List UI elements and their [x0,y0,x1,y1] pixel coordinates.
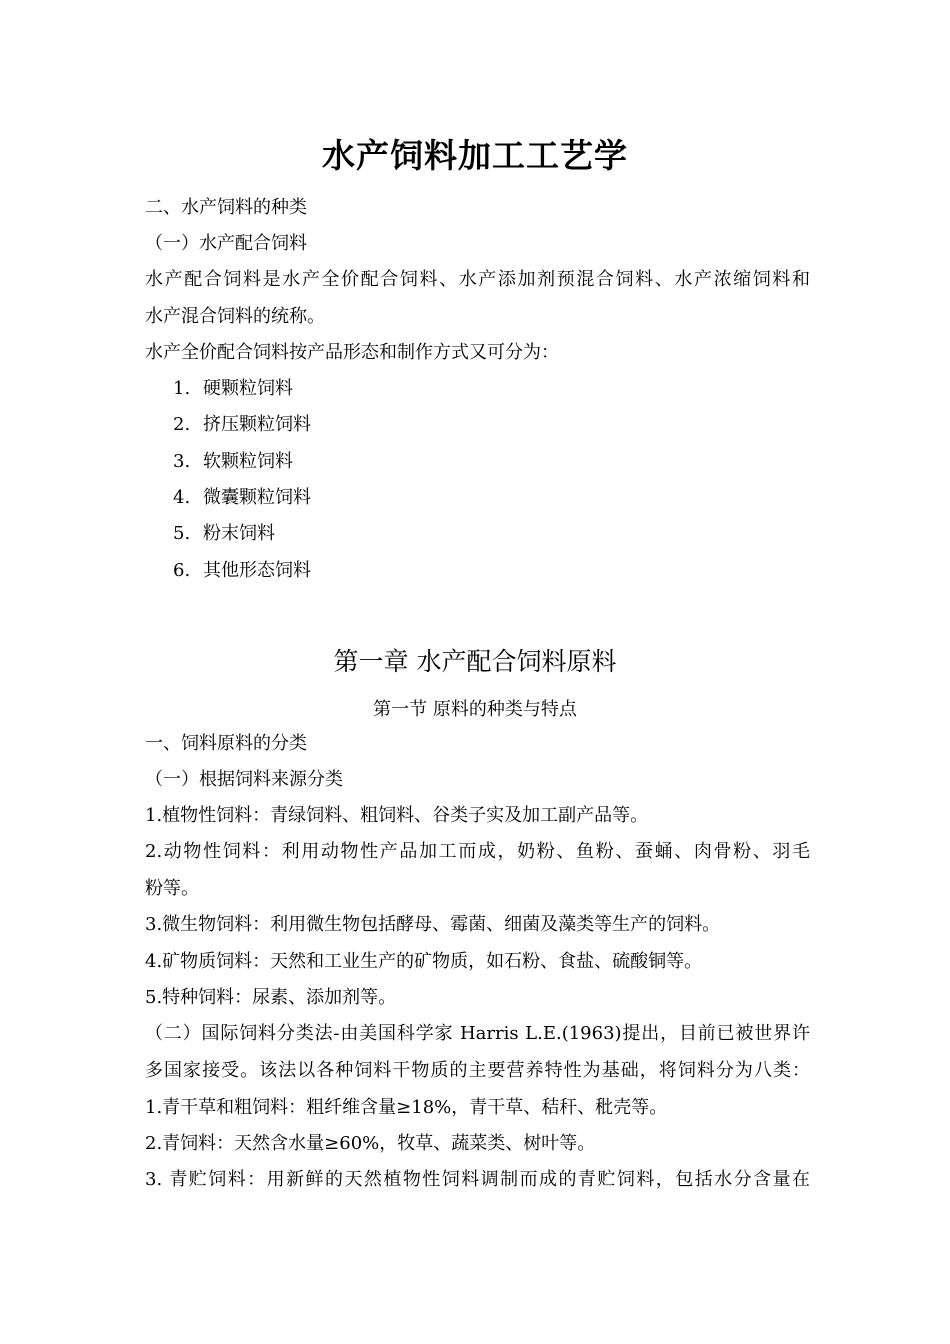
list-text: 粉末饲料 [203,523,275,544]
list-item [173,377,293,401]
list-number: 6. [173,560,191,581]
paragraph-line: 水产混合饲料的统称。 [145,306,325,327]
list-text: 软颗粒饲料 [203,451,293,472]
list-text: 硬颗粒饲料 [203,378,293,399]
paragraph-line: 1.植物性饲料：青绿饲料、粗饲料、谷类子实及加工副产品等。 [145,805,649,826]
document-title: 水产饲料加工工艺学 [322,136,628,175]
list-item [173,450,293,474]
list-number: 4. [173,487,191,508]
list-item [173,559,311,583]
list-number: 5. [173,523,191,544]
paragraph-line: 3.微生物饲料：利用微生物包括酵母、霉菌、细菌及藻类等生产的饲料。 [145,914,721,935]
list-item [173,486,311,510]
chapter-heading: 第一章 水产配合饲料原料 [333,647,617,676]
list-text: 其他形态饲料 [203,560,311,581]
list-number: 3. [173,451,191,472]
list-item [173,413,311,437]
heading-classification: 一、饲料原料的分类 [145,733,307,754]
paragraph-line: 2.动物性饲料：利用动物性产品加工而成，奶粉、鱼粉、蚕蛹、肉骨粉、羽毛 [145,841,810,862]
list-text: 挤压颗粒饲料 [203,414,311,435]
paragraph-line: 5.特种饲料：尿素、添加剂等。 [145,987,397,1008]
paragraph-line: （二）国际饲料分类法-由美国科学家 Harris L.E.(1963)提出，目前已被世界许 [145,1023,810,1044]
list-item [173,522,275,546]
heading-compound-feed: （一）水产配合饲料 [145,233,307,254]
list-number: 1. [173,378,191,399]
paragraph-line: 3. 青贮饲料：用新鲜的天然植物性饲料调制而成的青贮饲料，包括水分含量在 [145,1169,810,1190]
heading-by-source: （一）根据饲料来源分类 [145,769,343,790]
paragraph-line: 4.矿物质饲料：天然和工业生产的矿物质，如石粉、食盐、硫酸铜等。 [145,951,703,972]
paragraph-line: 水产全价配合饲料按产品形态和制作方式又可分为： [145,342,559,363]
list-text: 微囊颗粒饲料 [203,487,311,508]
paragraph-line: 水产配合饲料是水产全价配合饲料、水产添加剂预混合饲料、水产浓缩饲料和 [145,269,810,290]
paragraph-line: 多国家接受。该法以各种饲料干物质的主要营养特性为基础，将饲料分为八类： [145,1060,810,1081]
section-heading: 第一节 原料的种类与特点 [373,699,577,720]
heading-aquatic-feed-types: 二、水产饲料的种类 [145,197,307,218]
list-number: 2. [173,414,191,435]
paragraph-line: 2.青饲料：天然含水量≥60%，牧草、蔬菜类、树叶等。 [145,1133,596,1154]
paragraph-line: 粉等。 [145,878,199,899]
paragraph-line: 1.青干草和粗饲料：粗纤维含量≥18%，青干草、秸秆、秕壳等。 [145,1097,668,1118]
